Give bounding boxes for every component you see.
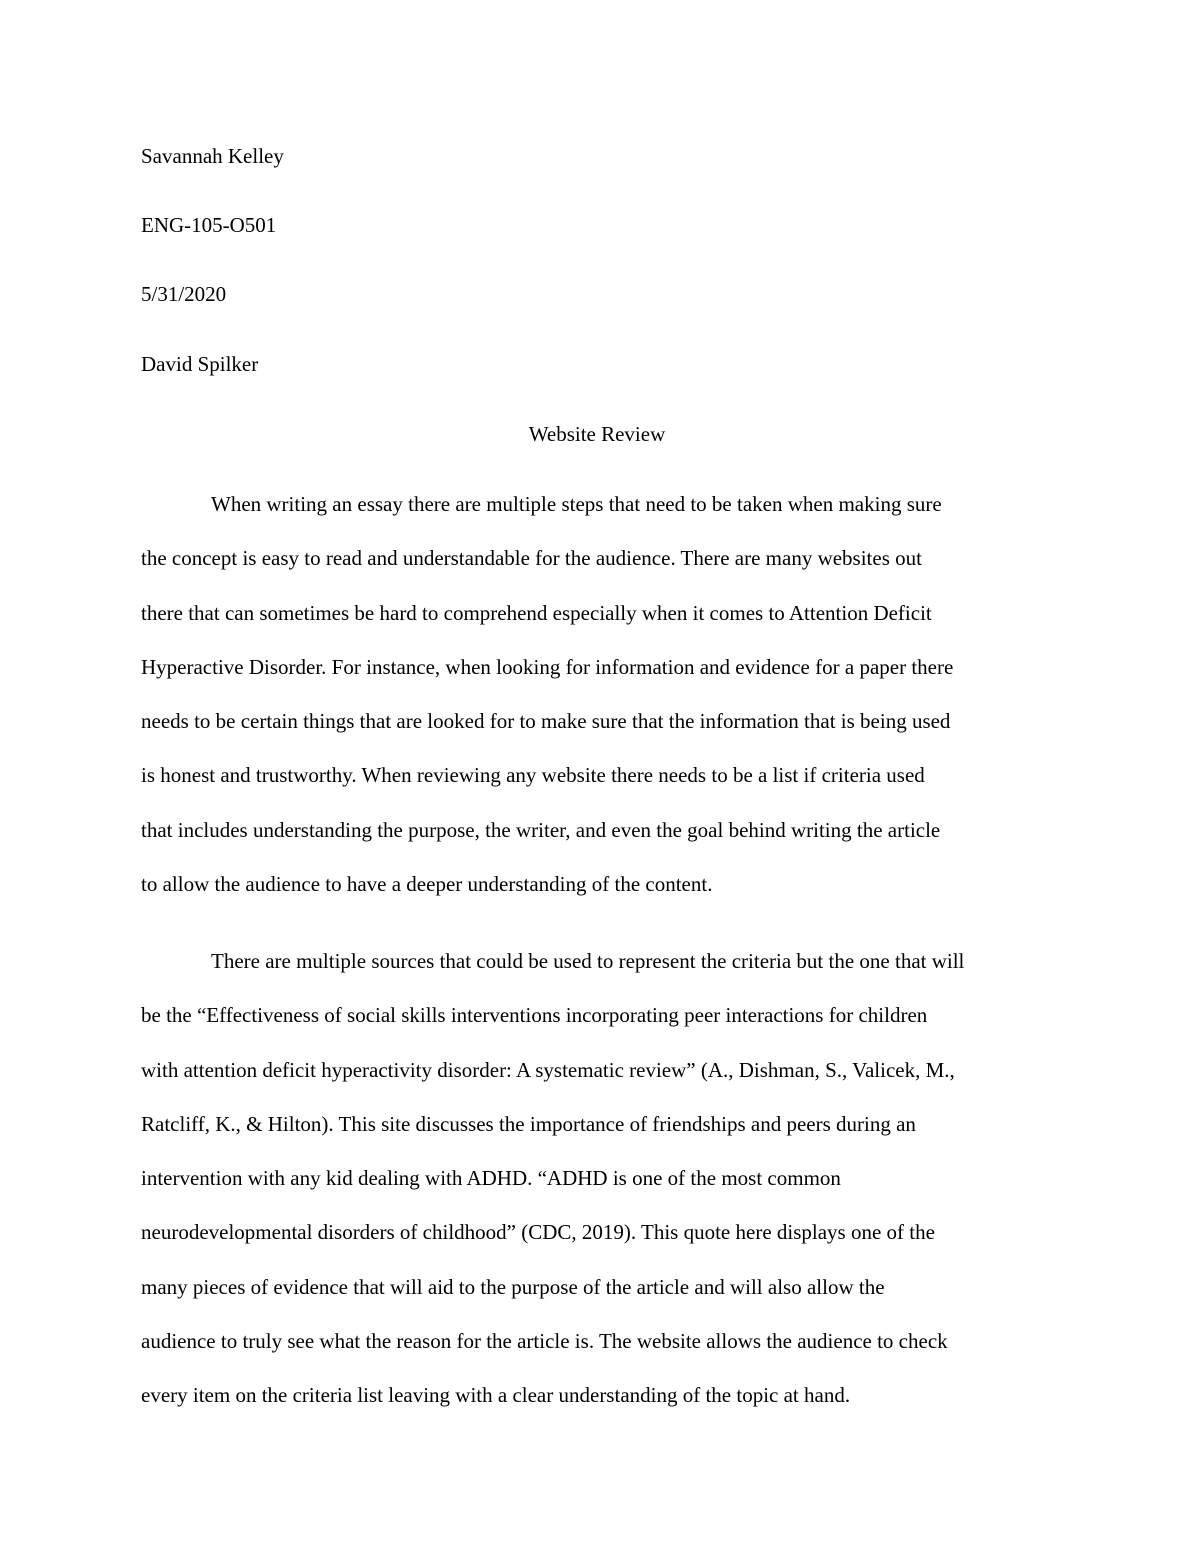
paragraph-line: When writing an essay there are multiple steps that need to be taken when making sure: [211, 492, 942, 516]
paragraph-line: many pieces of evidence that will aid to the purpose of the article and will also allow the: [141, 1274, 885, 1299]
paragraph-line: to allow the audience to have a deeper understanding of the content.: [141, 872, 713, 897]
author-name: Savannah Kelley: [141, 144, 284, 168]
paragraph-2: [141, 948, 1061, 1437]
paragraph-line: is honest and trustworthy. When reviewing any website there needs to be a list if criteria used: [141, 763, 925, 788]
paragraph-line: that includes understanding the purpose, the writer, and even the goal behind writing the article: [141, 817, 941, 842]
paragraph-line: needs to be certain things that are looked for to make sure that the information that is being used: [141, 709, 951, 734]
paragraph-line: the concept is easy to read and understandable for the audience. There are many websites out: [141, 546, 922, 571]
paragraph-line: Ratcliff, K., & Hilton). This site discusses the importance of friendships and peers during an: [141, 1111, 916, 1136]
paragraph-line: there that can sometimes be hard to comprehend especially when it comes to Attention Deficit: [141, 600, 932, 625]
course-code: ENG-105-O501: [141, 213, 277, 237]
essay-title: Website Review: [528, 422, 666, 446]
date: 5/31/2020: [141, 282, 227, 306]
paragraph-line: Hyperactive Disorder. For instance, when looking for information and evidence for a paper there: [141, 654, 954, 679]
paragraph-line: audience to truly see what the reason for the article is. The website allows the audience to check: [141, 1329, 948, 1354]
paragraph-line: intervention with any kid dealing with ADHD. “ADHD is one of the most common: [141, 1166, 841, 1191]
paragraph-line: neurodevelopmental disorders of childhood” (CDC, 2019). This quote here displays one of the: [141, 1220, 935, 1245]
paragraph-line: There are multiple sources that could be used to represent the criteria but the one that will: [211, 949, 965, 973]
instructor-name: David Spilker: [141, 352, 259, 376]
paragraph-1: [141, 491, 1061, 925]
paragraph-line: with attention deficit hyperactivity disorder: A systematic review” (A., Dishman, S., Valicek, M.,: [141, 1057, 955, 1082]
paragraph-line: be the “Effectiveness of social skills interventions incorporating peer interactions for children: [141, 1003, 928, 1028]
paragraph-line: every item on the criteria list leaving with a clear understanding of the topic at hand.: [141, 1383, 851, 1408]
